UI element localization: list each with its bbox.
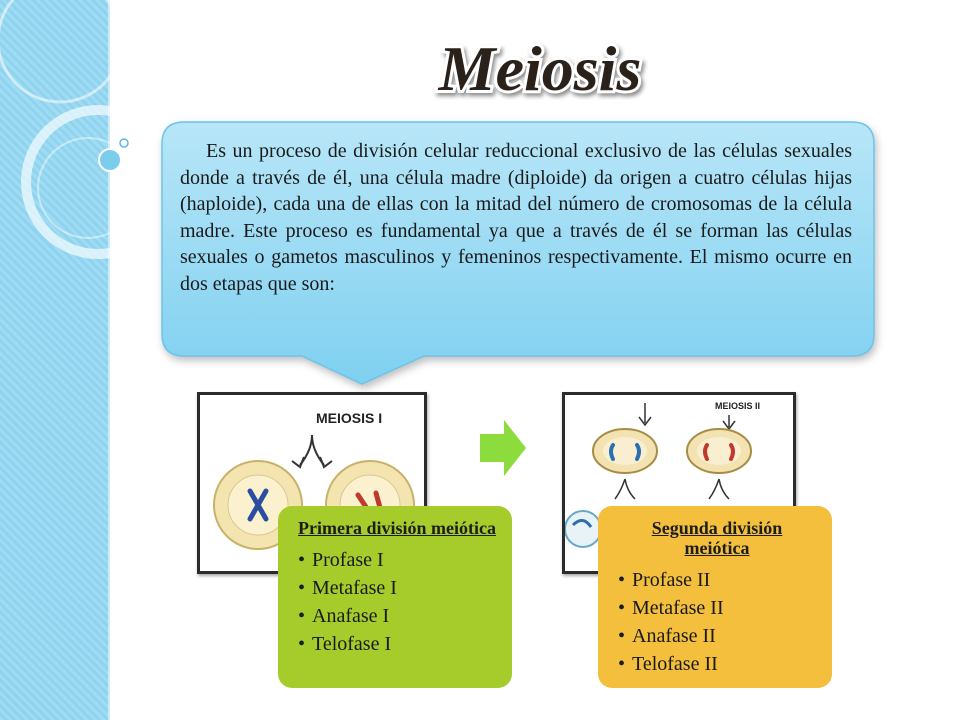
list-item: • Metafase I: [298, 574, 496, 602]
list-item: • Telofase II: [618, 650, 816, 678]
phase-list: [298, 546, 496, 658]
stage-card-first-division: [278, 506, 512, 688]
description-paragraph: Es un proceso de división celular reduccional exclusivo de las células sexuales donde a través de él, una célula madre (diploide) da origen a cuatro células hijas (haploide), cada una de ellas con la mitad del número de cromosomas de la célula madre. Este proceso es fundamental ya que a través de él se forman las células sexuales o gametos masculinos y femeninos respectivamente. El mismo ocurre en dos etapas que son:: [180, 140, 852, 295]
decorative-circles: [0, 0, 180, 260]
phase-list: [618, 566, 816, 678]
list-item: • Profase II: [618, 566, 816, 594]
list-item: • Anafase II: [618, 622, 816, 650]
meiosis-1-label: MEIOSIS I: [316, 410, 383, 426]
slide-title: [420, 30, 660, 110]
list-item: • Profase I: [298, 546, 496, 574]
title-text: Meiosis: [438, 33, 642, 104]
stage-title: Primera división meiótica: [298, 518, 496, 538]
stage-card-second-division: [598, 506, 832, 688]
right-arrow-icon: [480, 420, 526, 476]
meiosis-2-label: MEIOSIS II: [715, 401, 761, 411]
list-item: • Telofase I: [298, 630, 496, 658]
stage-title: Segunda división meiótica: [651, 518, 783, 558]
list-item: • Metafase II: [618, 594, 816, 622]
list-item: • Anafase I: [298, 602, 496, 630]
